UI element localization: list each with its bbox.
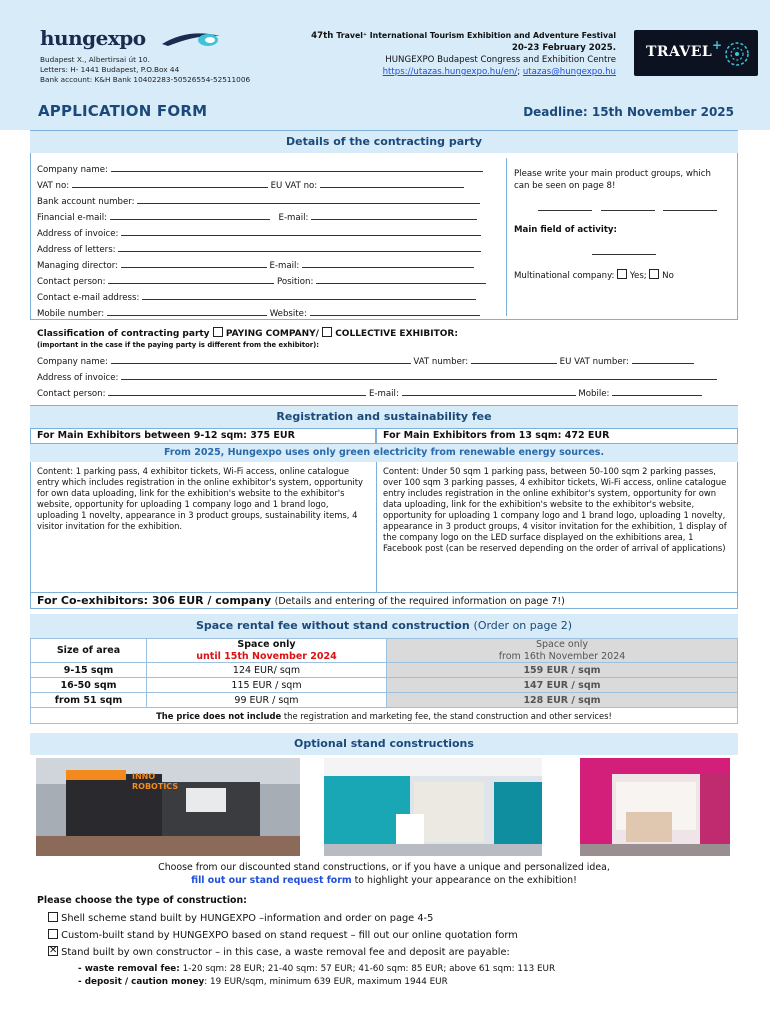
rental-heading [30, 614, 738, 638]
stand-photo-1-text-1: INNO [132, 772, 156, 781]
rental-heading-title: Space rental fee without stand construction [195, 619, 470, 632]
late-price-cell: 147 EUR / sqm [387, 678, 738, 693]
stand-photo-1 [36, 758, 300, 856]
hungexpo-logo [40, 26, 146, 52]
payer-contact-field[interactable] [108, 387, 366, 396]
stand-photo-3 [580, 758, 730, 856]
product-groups-fields [538, 202, 717, 214]
managing-director-row [37, 259, 474, 271]
event-venue: HUNGEXPO Budapest Congress and Exhibition Centre [385, 55, 616, 65]
address-line-2: Letters: H- 1441 Budapest, P.O.Box 44 [40, 65, 180, 74]
rental-note-row [31, 708, 738, 724]
early-price-cell: 99 EUR / sqm [147, 693, 387, 708]
column-divider [506, 158, 507, 316]
letters-address-field[interactable] [118, 243, 481, 252]
logo-text: hungexpo [40, 26, 146, 50]
payer-address-field[interactable] [121, 371, 717, 380]
construction-option-shell [48, 912, 433, 925]
rental-note [31, 708, 738, 724]
early-price-cell: 124 EUR/ sqm [147, 663, 387, 678]
contracting-heading: Details of the contracting party [30, 131, 738, 153]
custom-built-label: Custom-built stand by HUNGEXPO based on stand request – fill out our online quotation form [61, 930, 518, 941]
rental-note-bold: The price does not include [156, 710, 282, 721]
waste-fee-row [78, 963, 555, 976]
fee-divider [30, 592, 738, 593]
stand-photo-2-image [324, 758, 542, 856]
event-dates: 20-23 February 2025. [511, 43, 616, 53]
travel-logo [634, 30, 758, 76]
payer-contact-row [37, 387, 702, 399]
contact-person-field[interactable] [108, 275, 274, 284]
late-header-title: Space only [387, 639, 738, 651]
invoice-address-row [37, 227, 481, 239]
letters-address-label: Address of letters: [37, 245, 116, 255]
classification-label: Classification of contracting party [37, 329, 210, 339]
choose-line-2-row [30, 874, 738, 887]
waste-fee-value: 1-20 sqm: 28 EUR; 21-40 sqm: 57 EUR; 41-60 sqm: 85 EUR; above 61 sqm: 113 EUR [182, 964, 556, 974]
own-constructor-checkbox[interactable] [48, 946, 58, 956]
bank-account-field[interactable] [137, 195, 480, 204]
payer-mobile-field[interactable] [612, 387, 702, 396]
contact-email-field[interactable] [142, 291, 476, 300]
choose-line-2: to highlight your appearance on the exhibition! [354, 875, 577, 886]
logo-swoosh-icon [158, 30, 224, 50]
product-group-field-1[interactable] [538, 202, 592, 211]
rental-note-rest: the registration and marketing fee, the stand construction and other services! [283, 710, 612, 721]
rental-table [30, 638, 738, 724]
event-edition: 47th [311, 31, 337, 41]
invoice-address-label: Address of invoice: [37, 229, 119, 239]
invoice-address-field[interactable] [121, 227, 481, 236]
multinational-yes-label: Yes; [629, 271, 647, 281]
early-header-date: until 15th November 2024 [147, 651, 387, 663]
email-label: E-mail: [278, 213, 309, 223]
collective-exhibitor-label: COLLECTIVE EXHIBITOR: [335, 329, 458, 339]
paying-company-label: PAYING COMPANY/ [225, 329, 319, 339]
event-contact [230, 66, 616, 78]
payer-company-label: Company name: [37, 357, 108, 367]
payer-email-label: E-mail: [369, 389, 399, 399]
payer-vat-field[interactable] [471, 355, 557, 364]
size-header: Size of area [31, 639, 147, 663]
contact-email-row [37, 291, 476, 303]
event-email-link[interactable]: utazas@hungexpo.hu [522, 67, 616, 77]
letters-address-row [37, 243, 481, 255]
website-label: Website: [269, 309, 307, 319]
fees-heading: Registration and sustainability fee [30, 406, 738, 428]
main-exhibitor-9-12-fee: For Main Exhibitors between 9-12 sqm: 375 EUR [30, 428, 376, 444]
payer-address-row [37, 371, 717, 383]
financial-email-row [37, 211, 477, 223]
bank-account-label: Bank account number: [37, 197, 135, 207]
size-cell: 16-50 sqm [31, 678, 147, 693]
company-name-row [37, 163, 483, 175]
stand-photo-3-image [580, 758, 730, 856]
fee-column-divider [376, 462, 377, 592]
company-name-field[interactable] [111, 163, 483, 172]
collective-exhibitor-checkbox[interactable] [322, 327, 332, 337]
managing-director-label: Managing director: [37, 261, 118, 271]
deposit-value: : 19 EUR/sqm, minimum 639 EUR, maximum 1944 EUR [204, 977, 448, 987]
contact-person-row [37, 275, 486, 287]
product-group-field-3[interactable] [663, 202, 717, 211]
table-row [31, 663, 738, 678]
eu-vat-field[interactable] [320, 179, 464, 188]
green-electricity-note: From 2025, Hungexpo uses only green electricity from renewable energy sources. [30, 444, 738, 462]
email-field[interactable] [311, 211, 477, 220]
payer-email-field[interactable] [402, 387, 576, 396]
late-price-cell: 159 EUR / sqm [387, 663, 738, 678]
vat-field[interactable] [72, 179, 268, 188]
payer-eu-vat-field[interactable] [632, 355, 694, 364]
multinational-yes-checkbox[interactable] [617, 269, 627, 279]
event-url-link[interactable]: https://utazas.hungexpo.hu/en/ [382, 67, 518, 77]
multinational-label: Multinational company: [514, 271, 615, 281]
header [0, 0, 770, 130]
choose-line-1: Choose from our discounted stand constructions, or if you have a unique and personalized idea, [158, 862, 610, 873]
mobile-field[interactable] [107, 307, 267, 316]
vat-label: VAT no: [37, 181, 70, 191]
co-exhibitor-fee: For Co-exhibitors: 306 EUR / company [37, 594, 272, 607]
co-exhibitor-row [37, 594, 565, 607]
stand-photo-1-image [36, 758, 300, 856]
company-name-label: Company name: [37, 165, 108, 175]
financial-email-label: Financial e-mail: [37, 213, 108, 223]
address-line-1: Budapest X., Albertirsai út 10. [40, 55, 150, 64]
vat-row [37, 179, 464, 191]
product-groups-note: Please write your main product groups, which can be seen on page 8! [514, 169, 711, 191]
address-line-3: Bank account: K&H Bank 10402283-50526554-52511006 [40, 75, 251, 84]
table-row [31, 693, 738, 708]
globe-icon [724, 41, 750, 67]
late-price-cell: 128 EUR / sqm [387, 693, 738, 708]
director-email-field[interactable] [302, 259, 474, 268]
website-field[interactable] [310, 307, 480, 316]
optional-heading: Optional stand constructions [30, 733, 738, 755]
multinational-no-label: No [662, 271, 674, 281]
co-exhibitor-details: (Details and entering of the required information on page 7!) [274, 596, 565, 607]
multinational-no-checkbox[interactable] [649, 269, 659, 279]
product-group-field-2[interactable] [601, 202, 655, 211]
managing-director-field[interactable] [121, 259, 267, 268]
position-label: Position: [277, 277, 314, 287]
main-field-label: Main field of activity: [514, 225, 617, 235]
own-constructor-label: Stand built by own constructor – in this case, a waste removal fee and deposit are payable: [61, 947, 510, 958]
deposit-label: - deposit / caution money [78, 977, 205, 987]
position-field[interactable] [316, 275, 486, 284]
company-address [40, 55, 250, 85]
title-row [38, 102, 734, 122]
early-price-cell: 115 EUR / sqm [147, 678, 387, 693]
contact-person-label: Contact person: [37, 277, 106, 287]
bank-row [37, 195, 480, 207]
event-title: Travel⁺ International Tourism Exhibition and Adventure Festival [336, 31, 616, 40]
stand-photo-2 [324, 758, 542, 856]
payer-eu-vat-label: EU VAT number: [559, 357, 629, 367]
main-field-input[interactable] [592, 246, 656, 255]
custom-built-checkbox[interactable] [48, 929, 58, 939]
payer-company-field[interactable] [111, 355, 411, 364]
rental-header-row [31, 639, 738, 651]
shell-scheme-checkbox[interactable] [48, 912, 58, 922]
payer-mobile-label: Mobile: [578, 389, 610, 399]
size-cell: from 51 sqm [31, 693, 147, 708]
fee-header-row [30, 428, 738, 444]
director-email-label: E-mail: [269, 261, 300, 271]
payer-vat-label: VAT number: [413, 357, 469, 367]
main-exhibitor-13-fee: For Main Exhibitors from 13 sqm: 472 EUR [376, 428, 738, 444]
late-header-date: from 16th November 2024 [387, 651, 738, 663]
event-info [230, 30, 616, 78]
travel-logo-text: TRAVEL [646, 44, 713, 60]
multinational-row [514, 269, 674, 282]
choose-text [30, 861, 738, 887]
rental-heading-note: (Order on page 2) [473, 619, 573, 632]
main-13-content: Content: Under 50 sqm 1 parking pass, between 50-100 sqm 2 parking passes, over 100 sqm 3 parking passes, 4 exhibitor tickets, Wi-Fi access, online catalogue entry includes registration in the online exhibitor's system, opportunity for own data uploading, link for the exhibition's website to the exhibitor's website, opportunity for uploading 1 company logo and 1 brand logo, uploading 1 novelty, appearance in 3 product groups, 4 visitor invitation for the exhibition, 1 display of the company logo on the LED surface displayed on the exhibitions area, 1 Facebook post (can be reserved depending on the order of arrival of applications) [383, 466, 727, 553]
waste-fee-label: - waste removal fee: [78, 964, 180, 974]
event-title-line [230, 30, 616, 42]
paying-company-checkbox[interactable] [213, 327, 223, 337]
deposit-row [78, 976, 448, 989]
mobile-row [37, 307, 480, 319]
construction-option-custom [48, 929, 518, 942]
please-choose-label: Please choose the type of construction: [37, 895, 247, 906]
main-9-12-content: Content: 1 parking pass, 4 exhibitor tickets, Wi-Fi access, online catalogue entry which includes registration in the online exhibitor's system, opportunity for own data uploading, link for the exhibition's website to the exhibitor's website, opportunity for uploading 1 company logo and 1 brand logo, uploading 1 novelty, appearance in 3 product groups, sustainability items, 4 visitor invitation for the exhibition. [37, 466, 363, 531]
payer-address-label: Address of invoice: [37, 373, 119, 383]
deadline: Deadline: 15th November 2025 [523, 105, 734, 119]
payer-company-row [37, 355, 694, 367]
classification-row [37, 327, 458, 339]
classification-note: (important in the case if the paying party is different from the exhibitor): [37, 341, 319, 349]
financial-email-field[interactable] [110, 211, 270, 220]
stand-request-form-link[interactable]: fill out our stand request form [191, 875, 352, 886]
eu-vat-label: EU VAT no: [270, 181, 318, 191]
size-cell: 9-15 sqm [31, 663, 147, 678]
shell-scheme-label: Shell scheme stand built by HUNGEXPO –information and order on page 4-5 [61, 913, 434, 924]
main-field-row [592, 246, 656, 258]
mobile-label: Mobile number: [37, 309, 105, 319]
early-header-title: Space only [147, 639, 387, 651]
event-sep: ; [517, 67, 521, 77]
contact-email-label: Contact e-mail address: [37, 293, 140, 303]
payer-contact-label: Contact person: [37, 389, 106, 399]
table-row [31, 678, 738, 693]
construction-option-own [48, 946, 510, 959]
form-title: APPLICATION FORM [38, 102, 208, 120]
travel-plus: + [712, 38, 723, 52]
stand-photo-1-text-2: ROBOTICS [132, 782, 179, 791]
